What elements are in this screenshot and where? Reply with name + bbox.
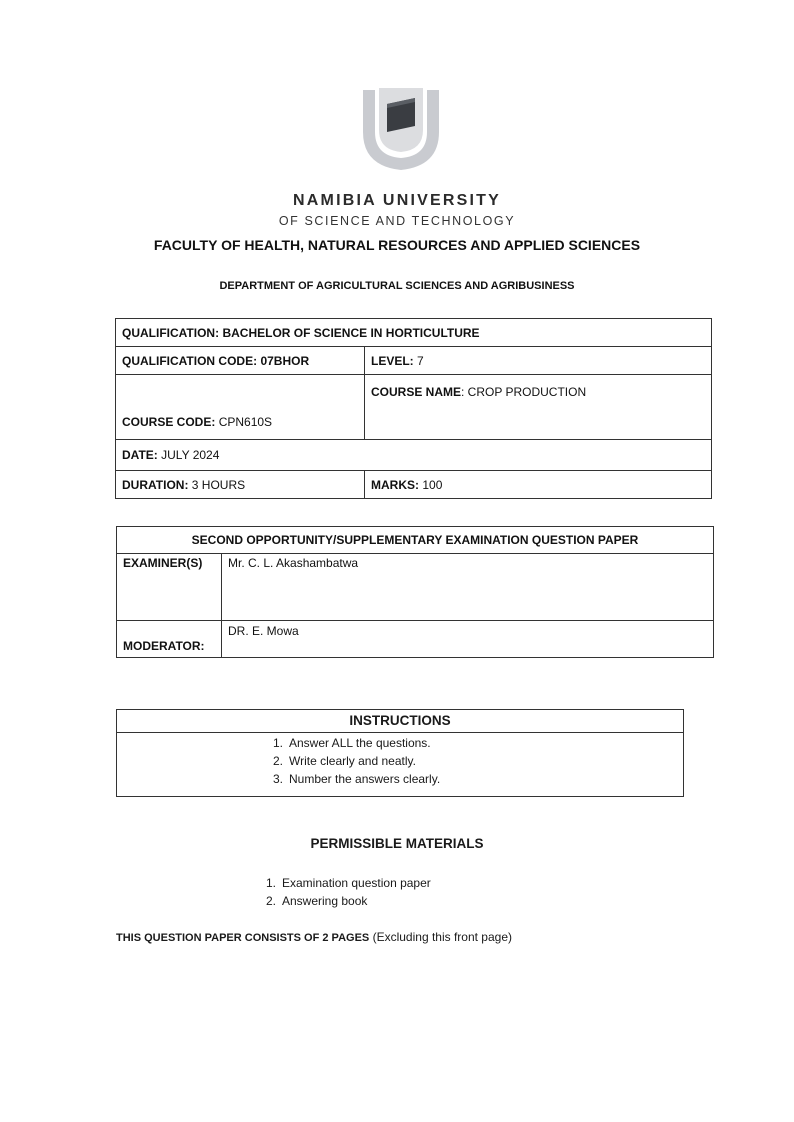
- course-code-label: COURSE CODE:: [122, 415, 216, 429]
- examiner-value: Mr. C. L. Akashambatwa: [222, 554, 714, 621]
- list-item: [259, 770, 440, 788]
- item-text: Answering book: [282, 894, 368, 908]
- course-name-value: : CROP PRODUCTION: [461, 385, 587, 399]
- department-title: DEPARTMENT OF AGRICULTURAL SCIENCES AND AGRIBUSINESS: [219, 280, 575, 292]
- instructions-box: [116, 709, 684, 797]
- page-count-bold: THIS QUESTION PAPER CONSISTS OF 2 PAGES: [116, 932, 370, 944]
- page-count-normal: (Excluding this front page): [369, 930, 512, 944]
- duration-label: DURATION:: [122, 477, 189, 492]
- list-item: [259, 752, 440, 770]
- permissible-materials-title: PERMISSIBLE MATERIALS: [310, 836, 484, 851]
- level-cell: [365, 347, 712, 375]
- university-shield-logo: [357, 80, 445, 172]
- list-item: [252, 874, 431, 892]
- qualification-code-cell: [116, 347, 365, 375]
- list-item: [252, 892, 431, 910]
- examiner-label: EXAMINER(S): [117, 554, 222, 621]
- university-name: NAMIBIA UNIVERSITY: [293, 192, 501, 209]
- exam-title: SECOND OPPORTUNITY/SUPPLEMENTARY EXAMINATION QUESTION PAPER: [117, 527, 714, 554]
- item-number: 2.: [272, 754, 283, 768]
- qualification-value: BACHELOR OF SCIENCE IN HORTICULTURE: [222, 325, 480, 340]
- item-text: Answer ALL the questions.: [289, 736, 431, 750]
- university-subtitle: OF SCIENCE AND TECHNOLOGY: [278, 214, 516, 228]
- date-value: JULY 2024: [161, 448, 220, 462]
- qualification-row: [116, 319, 712, 347]
- list-item: [259, 734, 440, 752]
- marks-label: MARKS:: [371, 477, 419, 492]
- qualification-code-value: 07BHOR: [260, 353, 310, 368]
- duration-cell: [116, 471, 365, 499]
- moderator-label: MODERATOR:: [117, 621, 222, 658]
- item-text: Examination question paper: [282, 876, 431, 890]
- duration-value: 3 HOURS: [191, 477, 246, 492]
- moderator-value: DR. E. Mowa: [222, 621, 714, 658]
- instructions-title: INSTRUCTIONS: [117, 710, 683, 733]
- faculty-title: FACULTY OF HEALTH, NATURAL RESOURCES AND APPLIED SCIENCES: [153, 237, 641, 253]
- item-text: Number the answers clearly.: [289, 772, 441, 786]
- marks-value: 100: [422, 477, 443, 492]
- level-label: LEVEL:: [371, 353, 414, 368]
- item-number: 3.: [272, 772, 283, 786]
- marks-cell: [365, 471, 712, 499]
- item-number: 1.: [272, 736, 283, 750]
- examination-table: [116, 526, 714, 658]
- item-text: Write clearly and neatly.: [289, 754, 416, 768]
- item-number: 2.: [265, 894, 276, 908]
- permissible-materials-list: [252, 874, 431, 910]
- page-count-note: [116, 930, 512, 944]
- course-name-label: COURSE NAME: [371, 385, 462, 399]
- date-label: DATE:: [122, 448, 158, 462]
- instructions-list: [259, 734, 440, 788]
- course-name-cell: [365, 375, 712, 440]
- qualification-table: [115, 318, 712, 499]
- course-code-cell: [116, 375, 365, 440]
- course-code-value: CPN610S: [218, 415, 273, 429]
- level-value: 7: [417, 353, 424, 368]
- qualification-label: QUALIFICATION:: [122, 325, 220, 340]
- item-number: 1.: [265, 876, 276, 890]
- qualification-code-label: QUALIFICATION CODE:: [122, 353, 258, 368]
- date-row: [116, 440, 712, 471]
